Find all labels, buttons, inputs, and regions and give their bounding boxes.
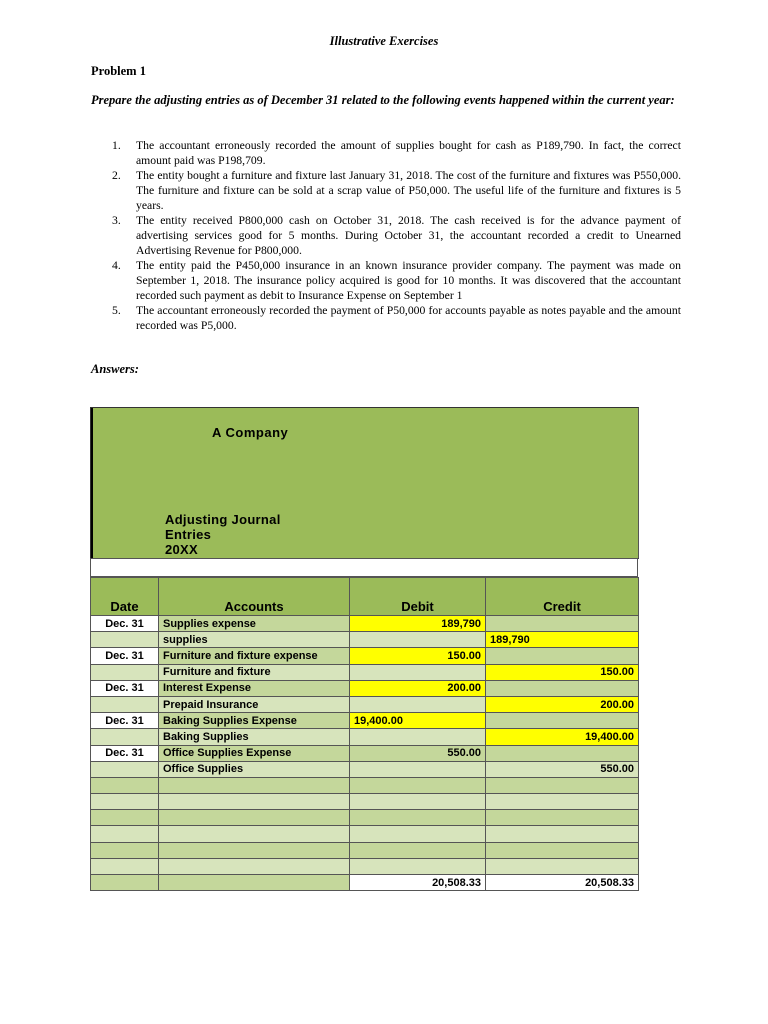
table-row [91, 777, 639, 793]
row-date: Dec. 31 [91, 616, 159, 632]
empty-cell [159, 826, 350, 842]
list-item [91, 303, 681, 333]
empty-cell [486, 794, 639, 810]
item-text: The entity paid the P450,000 insurance in an known insurance provider company. The payment was made on September 1, 2018. The insurance policy acquired is good for 10 months. It was discovered that the accountant recorded such payment as debit to Insurance Expense on September 1 [136, 259, 681, 302]
row-debit: 550.00 [350, 745, 486, 761]
empty-cell [159, 842, 350, 858]
empty-cell [350, 842, 486, 858]
sheet-heading [165, 512, 281, 557]
document-title: Illustrative Exercises [329, 34, 439, 48]
row-debit: 150.00 [350, 648, 486, 664]
totals-row [91, 875, 639, 891]
column-header-date: Date [91, 578, 159, 616]
table-row [91, 761, 639, 777]
table-header-row [91, 578, 639, 616]
item-text: The accountant erroneously recorded the amount of supplies bought for cash as P189,790. In fact, the correct amount paid was P198,709. [136, 139, 681, 167]
row-date [91, 696, 159, 712]
table-row [91, 713, 639, 729]
problem-instruction: Prepare the adjusting entries as of December 31 related to the following events happened within the current year: [91, 93, 675, 107]
row-date [91, 761, 159, 777]
table-row [91, 794, 639, 810]
empty-cell [91, 794, 159, 810]
list-item [91, 258, 681, 303]
item-text: The accountant erroneously recorded the payment of P50,000 for accounts payable as notes payable and the amount recorded was P5,000. [136, 304, 681, 332]
empty-cell [486, 777, 639, 793]
empty-cell [159, 777, 350, 793]
row-debit [350, 664, 486, 680]
row-account: Furniture and fixture expense [159, 648, 350, 664]
empty-cell [159, 858, 350, 874]
column-header-debit: Debit [350, 578, 486, 616]
row-account: Office Supplies Expense [159, 745, 350, 761]
table-row [91, 616, 639, 632]
empty-cell [159, 875, 350, 891]
row-date: Dec. 31 [91, 713, 159, 729]
company-name: A Company [212, 425, 289, 440]
row-credit: 150.00 [486, 664, 639, 680]
row-date [91, 664, 159, 680]
empty-cell [91, 875, 159, 891]
row-debit [350, 632, 486, 648]
table-row [91, 842, 639, 858]
list-item [91, 138, 681, 168]
blank-row [90, 558, 638, 577]
row-date: Dec. 31 [91, 745, 159, 761]
table-row [91, 680, 639, 696]
list-item [91, 213, 681, 258]
empty-cell [486, 826, 639, 842]
journal-table [90, 577, 639, 891]
row-credit: 189,790 [486, 632, 639, 648]
table-row [91, 696, 639, 712]
row-credit [486, 680, 639, 696]
empty-cell [91, 826, 159, 842]
heading-line: 20XX [165, 542, 199, 557]
row-account: supplies [159, 632, 350, 648]
table-row [91, 632, 639, 648]
empty-cell [350, 794, 486, 810]
row-credit [486, 713, 639, 729]
row-debit: 19,400.00 [350, 713, 486, 729]
row-account: Prepaid Insurance [159, 696, 350, 712]
problem-items-list [91, 138, 681, 333]
table-row [91, 810, 639, 826]
row-account: Furniture and fixture [159, 664, 350, 680]
heading-line: Entries [165, 527, 212, 542]
empty-cell [350, 777, 486, 793]
item-number: 5. [112, 304, 121, 317]
row-debit: 200.00 [350, 680, 486, 696]
answers-label: Answers: [91, 362, 139, 376]
row-debit [350, 761, 486, 777]
total-credit: 20,508.33 [486, 875, 639, 891]
row-debit: 189,790 [350, 616, 486, 632]
total-debit: 20,508.33 [350, 875, 486, 891]
empty-cell [91, 858, 159, 874]
table-row [91, 648, 639, 664]
empty-cell [350, 858, 486, 874]
empty-cell [486, 842, 639, 858]
item-text: The entity bought a furniture and fixture last January 31, 2018. The cost of the furniture and fixtures was P550,000. The furniture and fixture can be sold at a scrap value of P50,000. The useful life of the furniture and fixtures is 5 years. [136, 169, 681, 212]
column-header-accounts: Accounts [159, 578, 350, 616]
row-credit [486, 648, 639, 664]
row-account: Office Supplies [159, 761, 350, 777]
row-credit [486, 745, 639, 761]
table-row [91, 826, 639, 842]
table-row [91, 858, 639, 874]
empty-cell [486, 858, 639, 874]
empty-cell [350, 810, 486, 826]
row-credit [486, 616, 639, 632]
item-number: 3. [112, 214, 121, 227]
empty-cell [91, 777, 159, 793]
list-item [91, 168, 681, 213]
row-date: Dec. 31 [91, 648, 159, 664]
empty-cell [159, 810, 350, 826]
divider [91, 408, 93, 558]
row-credit: 19,400.00 [486, 729, 639, 745]
empty-cell [91, 810, 159, 826]
empty-cell [486, 810, 639, 826]
problem-heading: Problem 1 [91, 64, 146, 78]
sheet-header-block [90, 407, 639, 559]
heading-line: Adjusting Journal [165, 512, 281, 527]
item-number: 2. [112, 169, 121, 182]
table-row [91, 745, 639, 761]
table-row [91, 664, 639, 680]
row-account: Interest Expense [159, 680, 350, 696]
item-text: The entity received P800,000 cash on October 31, 2018. The cash received is for the advance payment of advertising services good for 5 months. During October 31, the accountant recorded a credit to Unearned Advertising Revenue for P800,000. [136, 214, 681, 257]
row-account: Supplies expense [159, 616, 350, 632]
row-date: Dec. 31 [91, 680, 159, 696]
item-number: 1. [112, 139, 121, 152]
row-credit: 200.00 [486, 696, 639, 712]
table-row [91, 729, 639, 745]
row-debit [350, 729, 486, 745]
row-date [91, 632, 159, 648]
row-date [91, 729, 159, 745]
item-number: 4. [112, 259, 121, 272]
row-debit [350, 696, 486, 712]
row-account: Baking Supplies [159, 729, 350, 745]
empty-cell [350, 826, 486, 842]
empty-cell [91, 842, 159, 858]
row-credit: 550.00 [486, 761, 639, 777]
row-account: Baking Supplies Expense [159, 713, 350, 729]
column-header-credit: Credit [486, 578, 639, 616]
empty-cell [159, 794, 350, 810]
